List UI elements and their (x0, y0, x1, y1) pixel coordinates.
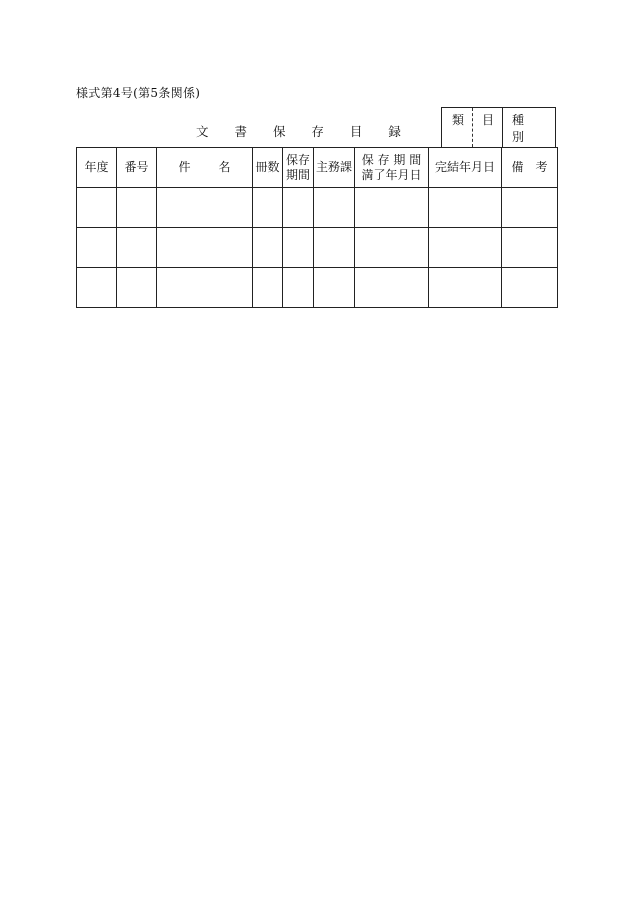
table-row (77, 228, 558, 268)
header-hozon-kikan-line1: 保存 (285, 152, 310, 167)
header-shumuka: 主務課 (314, 148, 355, 188)
header-hozon-kikan (283, 148, 314, 188)
cell-sassu (253, 228, 283, 268)
classification-rui-label: 類 (452, 113, 465, 127)
classification-box (441, 107, 556, 147)
cell-kenmei (157, 228, 253, 268)
table-row (77, 188, 558, 228)
cell-sassu (253, 188, 283, 228)
header-hozon-manryo-line2: 満了年月日 (361, 167, 422, 182)
header-kanketsu: 完結年月日 (429, 148, 502, 188)
cell-nendo (77, 268, 117, 308)
cell-kanketsu (429, 188, 502, 228)
cell-manryo (355, 228, 429, 268)
header-hozon-manryo-line1: 保 存 期 間 (361, 152, 422, 167)
classification-moku-label: 目 (482, 113, 495, 127)
cell-kanketsu (429, 268, 502, 308)
cell-nendo (77, 188, 117, 228)
cell-shumuka (314, 228, 355, 268)
cell-bango (117, 188, 157, 228)
cell-hozon (283, 228, 314, 268)
header-hozon-manryo (355, 148, 429, 188)
header-nendo: 年度 (77, 148, 117, 188)
cell-biko (502, 228, 558, 268)
classification-solid-divider (502, 108, 503, 147)
cell-bango (117, 228, 157, 268)
cell-shumuka (314, 268, 355, 308)
cell-manryo (355, 188, 429, 228)
cell-manryo (355, 268, 429, 308)
table-header-row (77, 148, 558, 188)
cell-bango (117, 268, 157, 308)
cell-kenmei (157, 188, 253, 228)
header-hozon-kikan-line2: 期間 (285, 167, 310, 182)
cell-nendo (77, 228, 117, 268)
header-sassu: 冊数 (253, 148, 283, 188)
cell-biko (502, 188, 558, 228)
header-kenmei (157, 148, 253, 188)
cell-sassu (253, 268, 283, 308)
document-register-table (76, 147, 558, 308)
cell-shumuka (314, 188, 355, 228)
cell-biko (502, 268, 558, 308)
cell-hozon (283, 188, 314, 228)
table-row (77, 268, 558, 308)
cell-kenmei (157, 268, 253, 308)
cell-kanketsu (429, 228, 502, 268)
header-mei-char: 名 (218, 160, 231, 174)
form-number-label: 様式第4号(第5条関係) (76, 86, 201, 100)
header-ken-char: 件 (178, 160, 191, 174)
cell-hozon (283, 268, 314, 308)
classification-shubetsu-label: 種 別 (512, 113, 535, 144)
header-bango: 番号 (117, 148, 157, 188)
document-title: 文 書 保 存 目 録 (196, 124, 412, 139)
classification-dotted-divider (472, 108, 473, 147)
header-biko: 備 考 (502, 148, 558, 188)
